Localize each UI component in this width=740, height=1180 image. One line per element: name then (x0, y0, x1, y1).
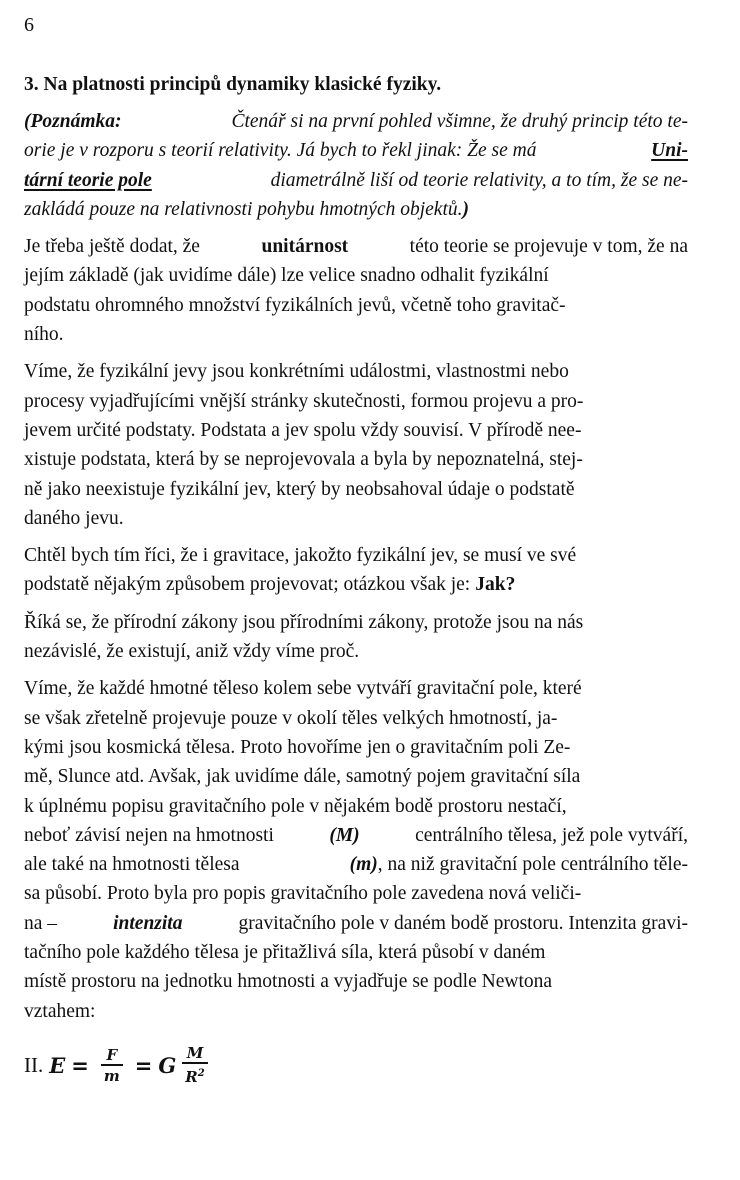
p1-text-c: této teorie se projevuje v tom, že na (409, 236, 688, 258)
page-content (24, 70, 688, 1096)
p5-l9-text-a: na – (24, 912, 58, 934)
exponent-2: 2 (197, 1068, 205, 1080)
note-close-paren: ) (462, 198, 469, 220)
paragraph-5 (24, 674, 688, 1026)
page-number: 6 (24, 14, 34, 36)
p1-text-a: Je třeba ještě dodat, že (24, 236, 200, 258)
formula-constant-G: G (158, 1053, 177, 1079)
p2-line-4: xistuje podstata, která by se neprojevovala a byla by nepoznatelná, stej- (24, 449, 583, 471)
p5-line-9 (24, 909, 688, 938)
p5-line-5: k úplnému popisu gravitačního pole v nějakém bodě prostoru nestačí, (24, 795, 567, 817)
p5-line-1: Víme, že každé hmotné těleso kolem sebe vytváří gravitační pole, které (24, 678, 582, 700)
note-line-2 (24, 136, 688, 165)
p5-line-6 (24, 821, 688, 850)
p5-l7-text-c: , na niž gravitační pole centrálního těle- (377, 854, 688, 876)
symbol-M: (M) (329, 824, 360, 846)
p5-line-11: místě prostoru na jednotku hmotnosti a vyjadřuje se podle Newtona (24, 971, 553, 993)
p5-line-2: se však zřetelně projevuje pouze v okolí těles velkých hmotností, ja- (24, 707, 558, 729)
paragraph-2 (24, 357, 688, 533)
p3-text-a: podstatě nějakým způsobem projevovat; otázkou však je: (24, 574, 471, 596)
p5-line-7 (24, 850, 688, 879)
note-text-3: diametrálně liší od teorie relativity, a to tím, že se ne- (270, 169, 688, 191)
note-term-part-2: tární teorie pole (24, 169, 152, 191)
term-unitarnost: unitárnost (261, 236, 349, 258)
p5-line-12: vztahem: (24, 1000, 96, 1022)
term-intenzita: intenzita (113, 912, 183, 934)
section-heading: 3. Na platnosti principů dynamiky klasické fyziky. (24, 74, 442, 95)
note-text-4: zakládá pouze na relativnosti pohybu hmotných objektů. (24, 198, 463, 220)
p2-line-3: jevem určité podstaty. Podstata a jev spolu vždy souvisí. V přírodě nee- (24, 419, 582, 441)
p4-line-2: nezávislé, že existují, aniž vždy víme proč. (24, 641, 360, 663)
p1-line-4: ního. (24, 324, 64, 346)
question-jak: Jak? (475, 574, 516, 596)
note-label: (Poznámka: (24, 111, 122, 132)
p5-line-4: mě, Slunce atd. Avšak, jak uvidíme dále, samotný pojem gravitační síla (24, 766, 581, 788)
p2-line-1: Víme, že fyzikální jevy jsou konkrétními událostmi, vlastnostmi nebo (24, 361, 569, 383)
fraction-numerator-F: F (106, 1045, 118, 1064)
formula-label: II. (24, 1053, 44, 1078)
p2-line-5: ně jako neexistuje fyzikální jev, který by neobsahoval údaje o podstatě (24, 478, 575, 500)
p5-line-8: sa působí. Proto byla pro popis gravitačního pole zavedena nová veliči- (24, 883, 582, 905)
fraction-M-over-R2 (182, 1044, 207, 1087)
p5-l6-text-c: centrálního tělesa, jež pole vytváří, (415, 824, 688, 846)
p2-line-6: daného jevu. (24, 507, 124, 529)
p5-l6-text-a: neboť závisí nejen na hmotnosti (24, 824, 274, 846)
paragraph-4 (24, 608, 688, 667)
note-line-1 (24, 107, 688, 136)
formula-equals-2: = (134, 1053, 153, 1078)
note-line-3 (24, 166, 688, 195)
note-paragraph (24, 107, 688, 224)
p5-l9-text-c: gravitačního pole v daném bodě prostoru. Intenzita gravi- (238, 912, 688, 934)
p3-line-2 (24, 570, 688, 599)
note-term-part-1: Uni- (651, 140, 688, 162)
formula-gravity-intensity (24, 1036, 688, 1096)
formula-lhs: E (49, 1053, 66, 1079)
formula-equals-1: = (71, 1053, 89, 1078)
fraction-denominator-m: m (101, 1064, 123, 1086)
note-line-4 (24, 195, 688, 224)
symbol-R: R (185, 1068, 198, 1087)
fraction-denominator-R2 (182, 1062, 207, 1087)
paragraph-3 (24, 541, 688, 600)
symbol-m: (m) (349, 854, 378, 876)
fraction-F-over-m (101, 1046, 123, 1086)
paragraph-1 (24, 232, 688, 349)
note-text-1: Čtenář si na první pohled všimne, že druhý princip této te- (231, 111, 688, 132)
p4-line-1: Říká se, že přírodní zákony jsou přírodními zákony, protože jsou na nás (24, 611, 584, 633)
p5-line-10: tačního pole každého tělesa je přitažlivá síla, která působí v daném (24, 942, 546, 964)
note-text-2: orie je v rozporu s teorií relativity. Já bych to řekl jinak: Že se má (24, 140, 537, 162)
p1-line-1 (24, 232, 688, 261)
p2-line-2: procesy vyjadřujícími vnější stránky skutečnosti, formou projevu a pro- (24, 390, 584, 412)
p5-line-3: kými jsou kosmická tělesa. Proto hovoříme jen o gravitačním poli Ze- (24, 736, 571, 758)
p3-line-1: Chtěl bych tím říci, že i gravitace, jakožto fyzikální jev, se musí ve své (24, 545, 577, 567)
p1-line-2: jejím základě (jak uvidíme dále) lze velice snadno odhalit fyzikální (24, 265, 549, 287)
p5-l7-text-a: ale také na hmotnosti tělesa (24, 854, 240, 876)
fraction-numerator-M: M (186, 1044, 204, 1063)
p1-line-3: podstatu ohromného množství fyzikálních jevů, včetně toho gravitač- (24, 294, 566, 316)
